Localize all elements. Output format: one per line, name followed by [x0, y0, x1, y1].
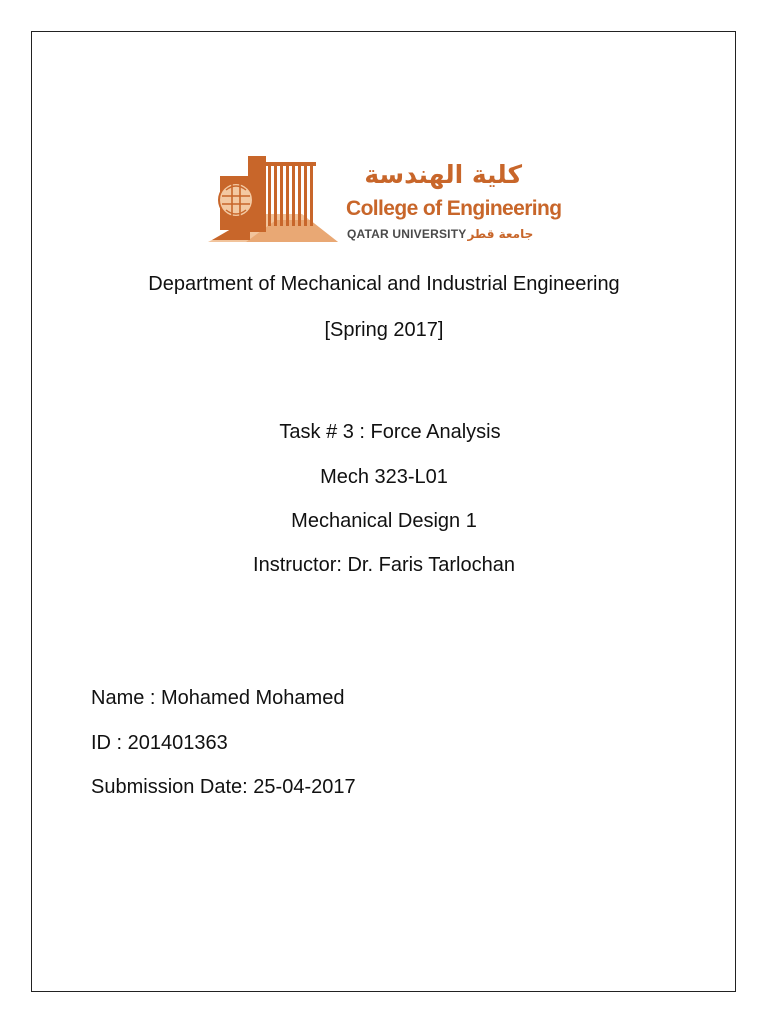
logo-university-en: QATAR UNIVERSITY	[347, 227, 467, 241]
college-logo	[206, 152, 562, 244]
department-title: Department of Mechanical and Industrial Engineering	[148, 273, 620, 295]
logo-english-college: College of Engineering	[346, 197, 562, 220]
course-code: Mech 323-L01	[320, 466, 448, 488]
logo-university	[347, 227, 533, 241]
submission-date: Submission Date: 25-04-2017	[91, 776, 356, 798]
building-emblem-icon	[206, 152, 346, 244]
course-name: Mechanical Design 1	[291, 510, 477, 532]
student-id: ID : 201401363	[91, 732, 228, 754]
task-title: Task # 3 : Force Analysis	[279, 421, 501, 443]
term-label: [Spring 2017]	[324, 319, 444, 341]
instructor-name: Instructor: Dr. Faris Tarlochan	[253, 554, 515, 576]
logo-arabic-college: كلية الهندسة	[364, 160, 522, 189]
logo-university-ar: جامعة قطر	[467, 227, 534, 241]
student-name: Name : Mohamed Mohamed	[91, 687, 345, 709]
